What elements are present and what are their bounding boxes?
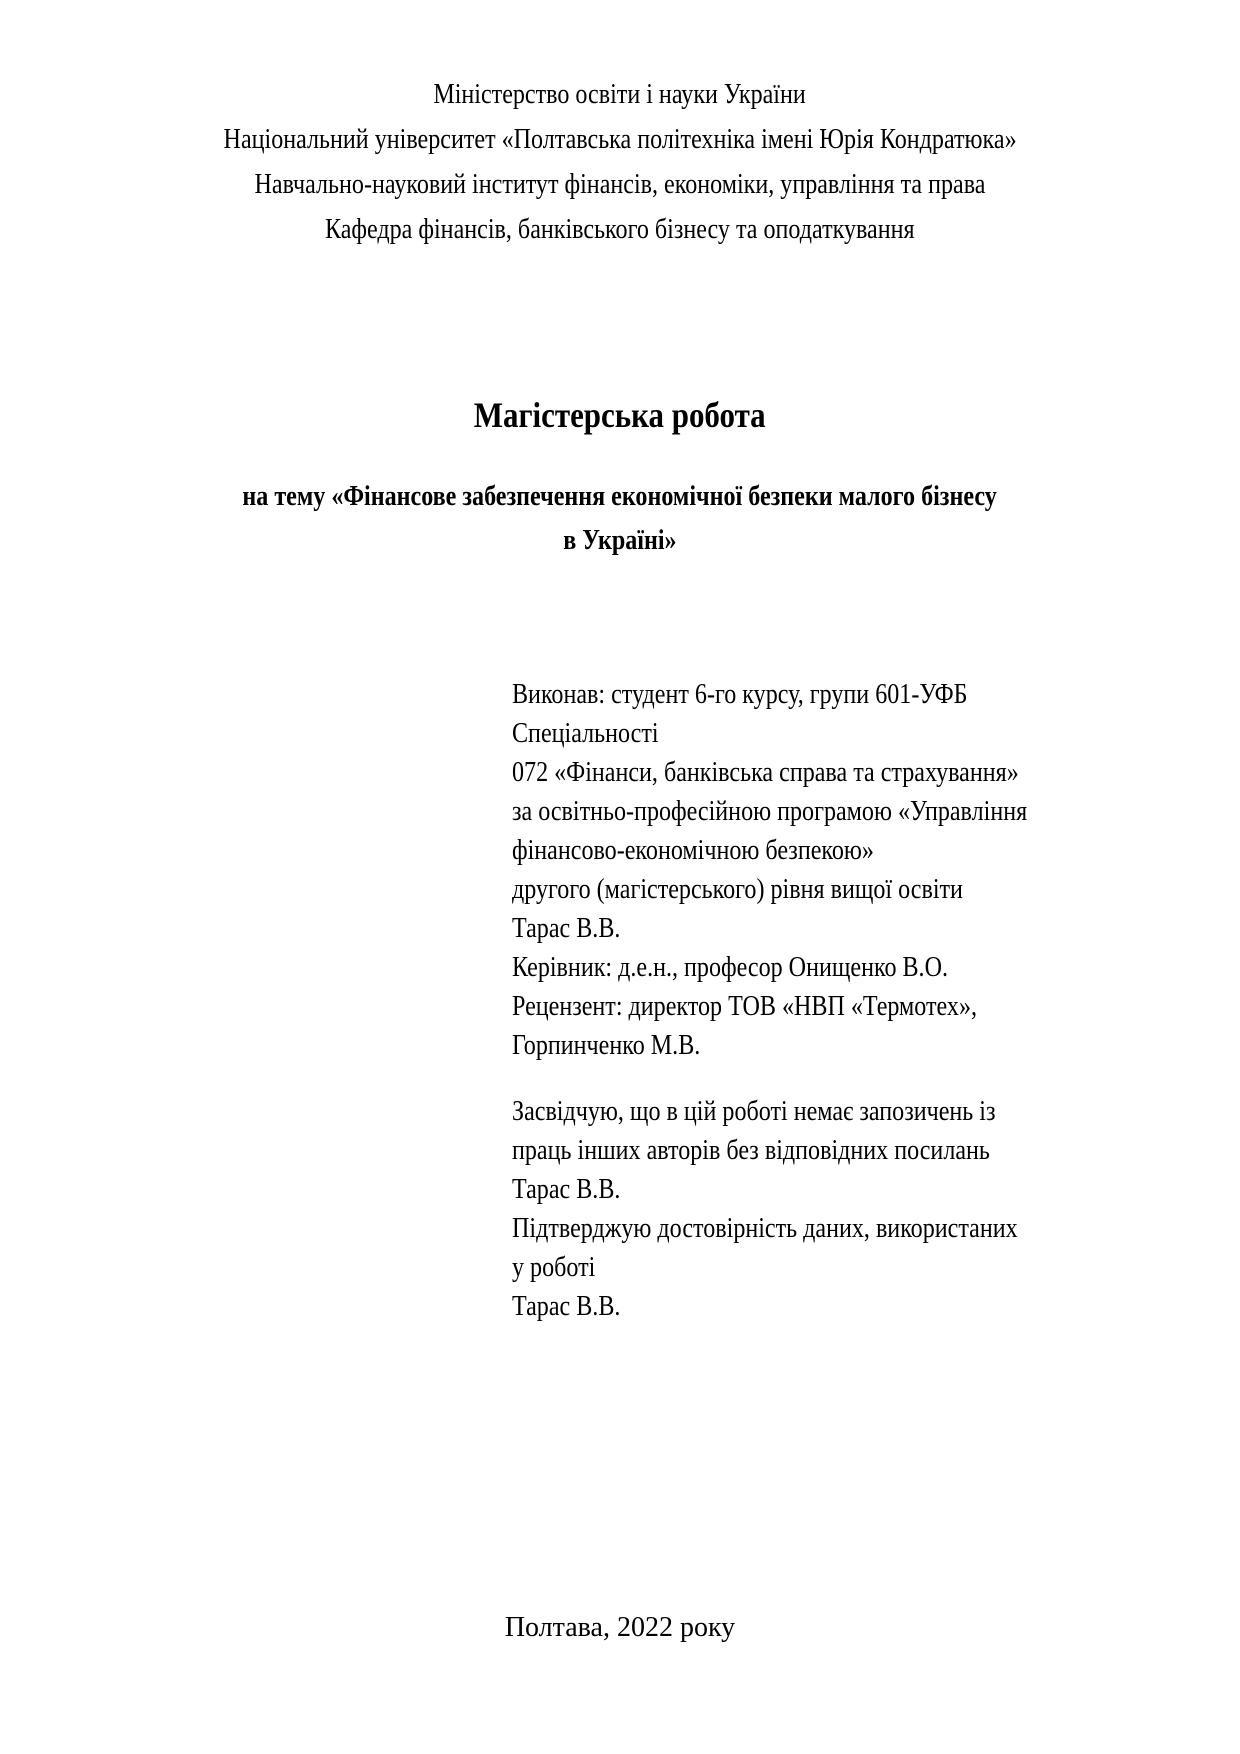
department-text: Кафедра фінансів, банківського бізнесу та оподаткування bbox=[325, 214, 915, 245]
program-text-1: за освітньо-професійною програмою «Управління bbox=[512, 796, 1028, 827]
author-line-text: Виконав: студент 6-го курсу, групи 601-УФБ bbox=[512, 679, 968, 710]
author-name-text: Тарас В.В. bbox=[512, 913, 621, 944]
confirm-text-1: Підтверджую достовірність даних, використаних bbox=[512, 1213, 1018, 1244]
program-text-2: фінансово-економічною безпекою» bbox=[512, 835, 874, 866]
ministry-text: Міністерство освіти і науки України bbox=[433, 79, 807, 110]
author-name-line bbox=[512, 913, 638, 945]
confirm-line-2 bbox=[512, 1252, 609, 1284]
degree-level-line bbox=[512, 874, 1036, 906]
certify-text-2: праць інших авторів без відповідних посилань bbox=[512, 1135, 990, 1166]
confirm-line-1 bbox=[512, 1213, 1100, 1245]
program-line-2 bbox=[512, 835, 933, 867]
thesis-theme-line-2 bbox=[0, 525, 1240, 557]
certify-signature-1 bbox=[512, 1174, 638, 1206]
certify-signature-2 bbox=[512, 1291, 638, 1323]
university-text: Національний університет «Полтавська політехніка імені Юрія Кондратюка» bbox=[223, 124, 1017, 155]
ministry-line bbox=[0, 79, 1240, 111]
place-year-text: Полтава, 2022 року bbox=[504, 1612, 736, 1643]
author-line bbox=[512, 679, 1042, 711]
specialty-text: 072 «Фінанси, банківська справа та страхування» bbox=[512, 757, 1019, 788]
reviewer-line-2 bbox=[512, 1030, 731, 1062]
certify-line-2 bbox=[512, 1135, 1068, 1167]
certify-line-1 bbox=[512, 1096, 1074, 1128]
reviewer-text-1: Рецензент: директор ТОВ «НВП «Термотех», bbox=[512, 991, 978, 1022]
thesis-theme-line-1 bbox=[0, 481, 1240, 513]
certify-signature-text-2: Тарас В.В. bbox=[512, 1291, 621, 1322]
degree-level-text: другого (магістерського) рівня вищої освіти bbox=[512, 874, 963, 905]
thesis-theme-text-1: на тему «Фінансове забезпечення економічної безпеки малого бізнесу bbox=[242, 481, 998, 512]
reviewer-text-2: Горпинченко М.В. bbox=[512, 1030, 701, 1061]
reviewer-line-1 bbox=[512, 991, 1053, 1023]
specialty-label-text: Спеціальності bbox=[512, 718, 659, 749]
specialty-line bbox=[512, 757, 1101, 789]
place-year bbox=[0, 1612, 1240, 1644]
document-title bbox=[0, 395, 1240, 435]
specialty-label-line bbox=[512, 718, 682, 750]
institute-text: Навчально-науковий інститут фінансів, економіки, управління та права bbox=[254, 169, 986, 200]
program-line-1 bbox=[512, 796, 1111, 828]
department-line bbox=[0, 214, 1240, 246]
thesis-theme-text-2: в Україні» bbox=[563, 525, 677, 556]
document-title-text: Магістерська робота bbox=[474, 395, 766, 435]
university-line bbox=[0, 124, 1240, 156]
supervisor-line bbox=[512, 952, 1019, 984]
supervisor-text: Керівник: д.е.н., професор Онищенко В.О. bbox=[512, 952, 948, 983]
confirm-text-2: у роботі bbox=[512, 1252, 596, 1283]
certify-signature-text-1: Тарас В.В. bbox=[512, 1174, 621, 1205]
certify-text-1: Засвідчую, що в цій роботі немає запозичень із bbox=[512, 1096, 996, 1127]
institute-line bbox=[0, 169, 1240, 201]
